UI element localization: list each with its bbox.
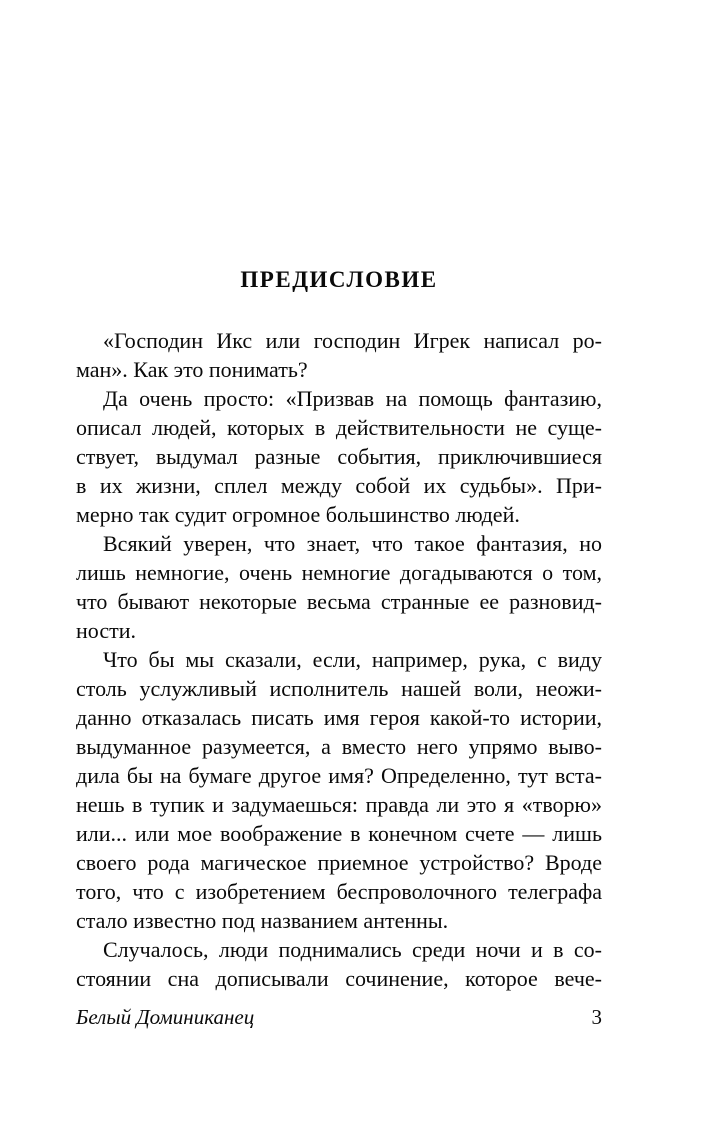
page-footer xyxy=(76,1004,602,1030)
running-title: Белый Доминиканец xyxy=(76,1005,255,1029)
text-line: ности. xyxy=(76,618,136,643)
text-line: Всякий уверен, что знает, что такое фантазия, но xyxy=(103,531,602,556)
text-line: описал людей, которых в действительности не суще- xyxy=(76,415,602,440)
text-line: ман». Как это понимать? xyxy=(76,357,308,382)
text-line: своего рода магическое приемное устройство? Вроде xyxy=(76,850,602,875)
text-line: Да очень просто: «Призвав на помощь фантазию, xyxy=(103,386,602,411)
text-line: того, что с изобретением беспроволочного телеграфа xyxy=(76,879,602,904)
chapter-title: ПРЕДИСЛОВИЕ xyxy=(240,267,438,292)
text-line: столь услужливый исполнитель нашей воли, неожи- xyxy=(76,676,602,701)
page-number: 3 xyxy=(591,1005,602,1029)
text-line: что бывают некоторые весьма странные ее разновид- xyxy=(76,589,602,614)
text-line: или... или мое воображение в конечном счете — лишь xyxy=(76,821,602,846)
text-line: данно отказалась писать имя героя какой-то истории, xyxy=(76,705,602,730)
text-line: ствует, выдумал разные события, приключившиеся xyxy=(76,444,602,469)
text-line: стало известно под названием антенны. xyxy=(76,908,449,933)
text-line: Случалось, люди поднимались среди ночи и в со- xyxy=(103,937,602,962)
text-line: Что бы мы сказали, если, например, рука, с виду xyxy=(103,647,602,672)
text-line: «Господин Икс или господин Игрек написал ро- xyxy=(103,328,602,353)
body-text xyxy=(76,326,602,993)
text-line: в их жизни, сплел между собой их судьбы». При- xyxy=(76,473,602,498)
text-line: мерно так судит огромное большинство людей. xyxy=(76,502,520,527)
text-line: дила бы на бумаге другое имя? Определенно, тут вста- xyxy=(76,763,602,788)
text-line: стоянии сна дописывали сочинение, которое вече- xyxy=(76,966,602,991)
text-line: нешь в тупик и задумаешься: правда ли это я «творю» xyxy=(76,792,602,817)
text-line: выдуманное разумеется, а вместо него упрямо выво- xyxy=(76,734,602,759)
text-line: лишь немногие, очень немногие догадываются о том, xyxy=(76,560,602,585)
